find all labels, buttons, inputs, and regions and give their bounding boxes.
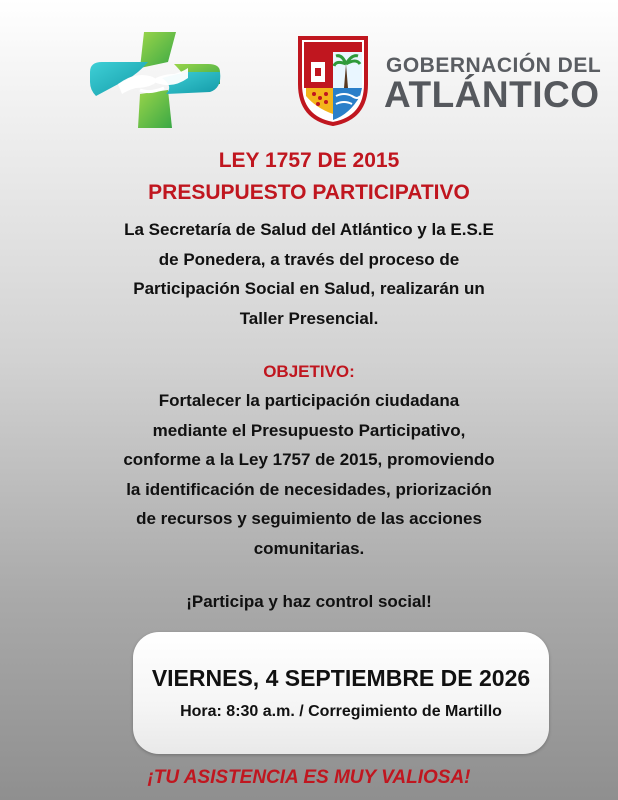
atlantico-coat-of-arms-icon (296, 34, 370, 126)
gobernacion-title: GOBERNACIÓN DEL (386, 54, 602, 77)
intro-line: de Ponedera, a través del proceso de (158, 249, 460, 269)
objective-line: Fortalecer la participación ciudadana (158, 391, 460, 410)
law-title: LEY 1757 DE 2015 (218, 149, 400, 172)
objective-paragraph (0, 386, 618, 563)
objective-line: comunitarias. (253, 538, 365, 558)
objective-line: mediante el Presupuesto Participativo, (152, 420, 466, 440)
health-cross-hands-logo (88, 32, 222, 128)
objective-heading: OBJETIVO: (263, 362, 355, 381)
event-date: VIERNES, 4 SEPTIEMBRE DE 2026 (151, 665, 531, 691)
event-time-place: Hora: 8:30 a.m. / Corregimiento de Martillo (180, 703, 502, 720)
intro-line: Taller Presencial. (239, 308, 379, 328)
event-info-box (133, 632, 549, 754)
objective-line: la identificación de necesidades, priorización (126, 479, 492, 499)
budget-title: PRESUPUESTO PARTICIPATIVO (148, 181, 470, 204)
intro-line: Participación Social en Salud, realizarán un (133, 279, 485, 298)
intro-line: La Secretaría de Salud del Atlántico y la E.S.E (124, 220, 494, 239)
atlantico-title: ATLÁNTICO (384, 74, 600, 115)
intro-paragraph (0, 215, 618, 333)
objective-line: conforme a la Ley 1757 de 2015, promoviendo (123, 450, 495, 469)
gobernacion-logo (296, 34, 602, 128)
call-to-action: ¡Participa y haz control social! (186, 592, 432, 611)
objective-line: de recursos y seguimiento de las acciones (136, 509, 482, 528)
footer-tagline: ¡TU ASISTENCIA ES MUY VALIOSA! (147, 767, 471, 788)
